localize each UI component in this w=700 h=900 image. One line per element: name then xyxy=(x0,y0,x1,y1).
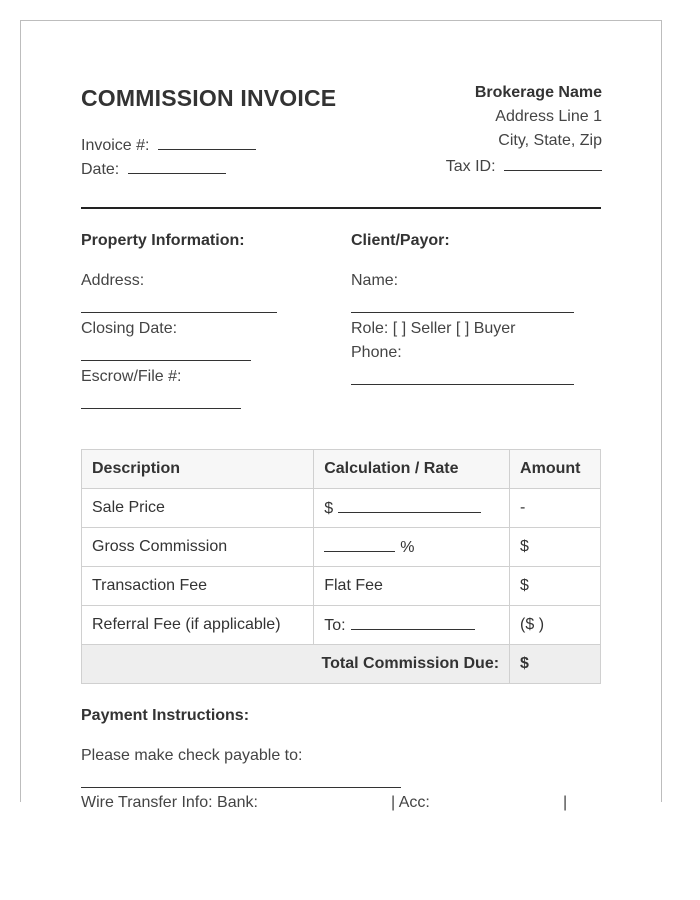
client-heading: Client/Payor: xyxy=(351,232,450,249)
wire-transfer-acc-label: | Acc: xyxy=(391,794,430,811)
commission-rate-blank[interactable] xyxy=(324,537,395,552)
escrow-blank[interactable] xyxy=(81,408,241,409)
sale-price-blank[interactable] xyxy=(338,498,481,513)
percent-sign: % xyxy=(400,539,415,556)
client-name-label: Name: xyxy=(351,272,399,289)
referral-to-blank[interactable] xyxy=(351,615,475,630)
invoice-date-blank[interactable] xyxy=(128,159,226,174)
wire-transfer-bank-label: Wire Transfer Info: Bank: xyxy=(81,794,258,811)
closing-date-label: Closing Date: xyxy=(81,320,178,337)
tax-id-blank[interactable] xyxy=(504,156,602,171)
row-gross-commission-description: Gross Commission xyxy=(82,528,314,567)
referral-to-label: To: xyxy=(324,617,346,634)
invoice-page xyxy=(20,20,662,811)
dollar-sign: $ xyxy=(324,500,334,517)
closing-date-blank[interactable] xyxy=(81,360,251,361)
table-total-row xyxy=(82,645,601,684)
brokerage-city-state-zip: City, State, Zip xyxy=(498,132,602,149)
row-transaction-fee-description: Transaction Fee xyxy=(82,567,314,606)
check-payable-blank[interactable] xyxy=(81,787,401,788)
table-row xyxy=(82,567,601,606)
row-sale-price-amount: - xyxy=(510,489,601,528)
row-transaction-fee-amount[interactable]: $ xyxy=(510,567,601,606)
row-transaction-fee-calculation: Flat Fee xyxy=(314,567,510,606)
invoice-title: COMMISSION INVOICE xyxy=(81,85,337,111)
check-payable-label: Please make check payable to: xyxy=(81,747,303,764)
property-heading: Property Information: xyxy=(81,232,245,249)
header-divider xyxy=(81,207,601,209)
brokerage-address: Address Line 1 xyxy=(495,108,602,125)
table-row xyxy=(82,606,601,645)
row-referral-fee-calculation[interactable] xyxy=(314,606,510,645)
client-role-options[interactable]: Role: [ ] Seller [ ] Buyer xyxy=(351,320,516,337)
total-commission-label: Total Commission Due: xyxy=(82,645,510,684)
table-row xyxy=(82,528,601,567)
total-commission-amount[interactable]: $ xyxy=(510,645,601,684)
wire-transfer-end-bar: | xyxy=(563,794,568,811)
invoice-number-blank[interactable] xyxy=(158,135,256,150)
row-sale-price-calculation[interactable] xyxy=(314,489,510,528)
row-gross-commission-amount[interactable]: $ xyxy=(510,528,601,567)
client-phone-blank[interactable] xyxy=(351,384,574,385)
row-sale-price-description: Sale Price xyxy=(82,489,314,528)
column-header-amount: Amount xyxy=(510,450,601,489)
property-address-blank[interactable] xyxy=(81,312,277,313)
row-gross-commission-calculation[interactable] xyxy=(314,528,510,567)
invoice-date-field[interactable] xyxy=(81,159,226,179)
client-name-blank[interactable] xyxy=(351,312,574,313)
invoice-number-label: Invoice #: xyxy=(81,137,150,154)
column-header-description: Description xyxy=(82,450,314,489)
table-row xyxy=(82,489,601,528)
tax-id-field[interactable] xyxy=(446,156,602,176)
payment-heading: Payment Instructions: xyxy=(81,707,250,724)
commission-table xyxy=(81,449,601,684)
property-address-label: Address: xyxy=(81,272,145,289)
brokerage-name: Brokerage Name xyxy=(474,84,602,101)
escrow-label: Escrow/File #: xyxy=(81,368,182,385)
tax-id-label: Tax ID: xyxy=(445,158,496,175)
client-phone-label: Phone: xyxy=(351,344,402,361)
invoice-date-label: Date: xyxy=(81,161,120,178)
row-referral-fee-description: Referral Fee (if applicable) xyxy=(82,606,314,645)
row-referral-fee-amount[interactable]: ($ ) xyxy=(510,606,601,645)
table-header-row xyxy=(82,450,601,489)
invoice-number-field[interactable] xyxy=(81,135,256,155)
column-header-calculation: Calculation / Rate xyxy=(314,450,510,489)
